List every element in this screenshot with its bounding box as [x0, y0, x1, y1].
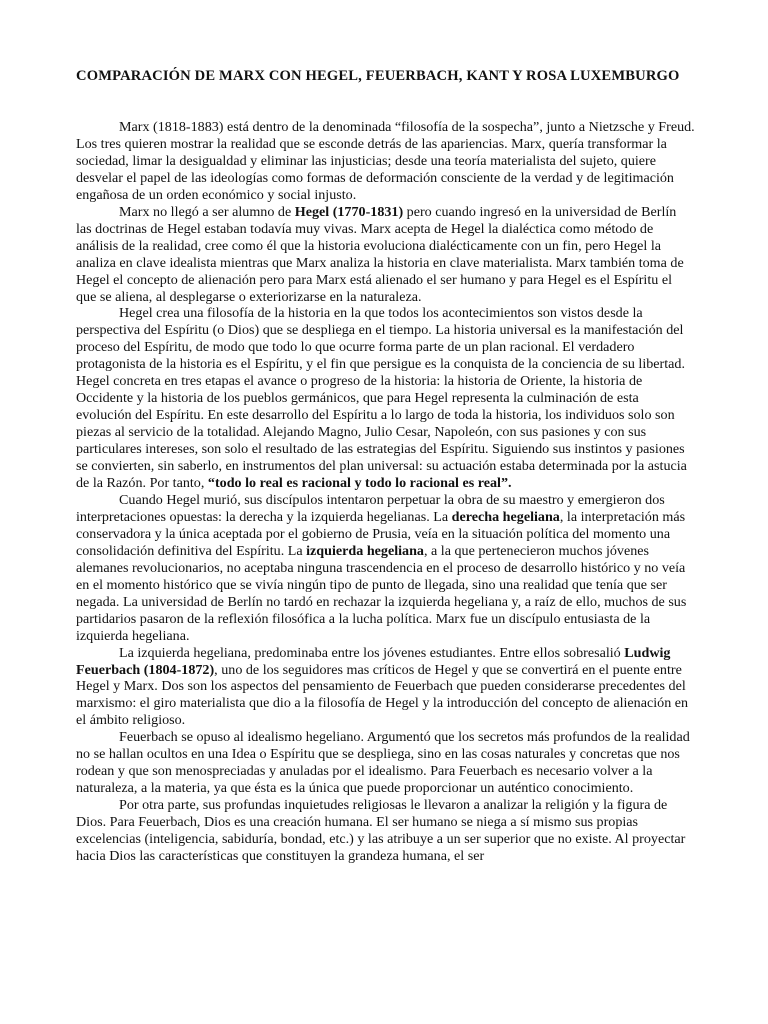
text-segment: Por otra parte, sus profundas inquietudes religiosas le llevaron a analizar la religión y la figura de Dios. Para Feuerbach, Dios es una creación humana. El ser humano se niega a sí mismo sus propias excelencias (inteligencia, sabiduría, bondad, etc.) y las atribuye a un ser superior que no existe. Al proyectar hacia Dios las características que constituyen la grandeza humana, el ser — [76, 797, 686, 864]
text-segment: , la interpretación más conservadora y la única aceptada por el gobierno de Prusia, veía en la situación política del momento una consolidación definitiva del Espíritu. La — [76, 508, 686, 559]
bold-text-segment: “todo lo real es racional y todo lo racional es real”. — [207, 475, 512, 492]
text-segment: Marx no llegó a ser alumno de — [119, 203, 295, 220]
document-body — [76, 119, 695, 865]
bold-text-segment: derecha hegeliana — [451, 508, 560, 525]
text-segment: , a la que pertenecieron muchos jóvenes alemanes revolucionarios, no aceptaba ninguna trascendencia en el proceso de desarrollo histórico y no veía en el momento histórico que se vivía ningún tipo de punto de llegada, sino una realidad que tenía que ser negada. La universidad de Berlín no tardó en rechazar la izquierda hegeliana y, a raíz de ello, muchos de sus partidarios pasaron de la reflexión filosófica a la lucha política. Marx fue un discípulo entusiasta de la izquierda hegeliana. — [76, 542, 687, 644]
text-segment: Marx (1818-1883) está dentro de la denominada “filosofía de la sospecha”, junto a Nietzsche y Freud. Los tres quieren mostrar la realidad que se esconde detrás de las apariencias. Marx, quería transformar la sociedad, limar la desigualdad y eliminar las injusticias; desde una teoría materialista del sujeto, quiere desvelar el papel de las ideologías como formas de deformación consciente de la verdad y de legitimación engañosa de un orden económico y social injusto. — [76, 119, 695, 203]
text-segment: Feuerbach se opuso al idealismo hegeliano. Argumentó que los secretos más profundos de la realidad no se hallan ocultos en una Idea o Espíritu que se despliega, sino en las cosas naturales y concretas que nos rodean y que son menospreciadas y anuladas por el idealismo. Para Feuerbach es necesario volver a la naturaleza, a la materia, ya que ésta es la única que puede proporcionar un auténtico conocimiento. — [76, 729, 690, 797]
paragraph — [76, 645, 695, 730]
paragraph — [76, 797, 695, 865]
paragraph — [76, 204, 695, 306]
paragraph — [76, 492, 695, 645]
text-segment: pero cuando ingresó en la universidad de Berlín las doctrinas de Hegel estaban todavía muy vivas. Marx acepta de Hegel la dialéctica como método de análisis de la realidad, cree como él que la historia evoluciona dialécticamente con un fin, pero Hegel la analiza en clave idealista mientras que Marx analiza la historia en clave materialista. Marx también toma de Hegel el concepto de alienación pero para Marx está alienado el ser humano y para Hegel es el Espíritu el que se aliena, al desplegarse o exteriorizarse en la naturaleza. — [76, 203, 684, 305]
bold-text-segment: izquierda hegeliana — [306, 542, 424, 559]
text-segment: , uno de los seguidores mas críticos de Hegel y que se convertirá en el puente entre Hegel y Marx. Dos son los aspectos del pensamiento de Feuerbach que pueden considerarse precedentes del marxismo: el giro materialista que dio a la filosofía de Hegel y la introducción del concepto de alienación en el ámbito religioso. — [76, 661, 689, 729]
text-segment: Cuando Hegel murió, sus discípulos intentaron perpetuar la obra de su maestro y emergieron dos interpretaciones opuestas: la derecha y la izquierda hegelianas. La — [76, 491, 665, 525]
bold-text-segment: Hegel (1770-1831) — [294, 203, 404, 220]
paragraph — [76, 729, 695, 797]
paragraph — [76, 305, 695, 491]
document-title: COMPARACIÓN DE MARX CON HEGEL, FEUERBACH, KANT Y ROSA LUXEMBURGO — [76, 68, 680, 84]
text-segment: La izquierda hegeliana, predominaba entre los jóvenes estudiantes. Entre ellos sobresalió — [119, 644, 625, 661]
paragraph — [76, 119, 695, 204]
bold-text-segment: Ludwig Feuerbach (1804-1872) — [76, 644, 671, 678]
text-segment: Hegel crea una filosofía de la historia en la que todos los acontecimientos son vistos desde la perspectiva del Espíritu (o Dios) que se despliega en el tiempo. La historia universal es la manifestación del proceso del Espíritu, de modo que todo lo que ocurre forma parte de un plan racional. El verdadero protagonista de la historia es el Espíritu, y el fin que persigue es la conquista de la conciencia de su libertad. Hegel concreta en tres etapas el avance o progreso de la historia: la historia de Oriente, la historia de Occidente y la historia de los pueblos germánicos, que para Hegel representa la culminación de esta evolución del Espíritu. En este desarrollo del Espíritu a lo largo de toda la historia, los individuos solo son piezas al servicio de la totalidad. Alejando Magno, Julio Cesar, Napoleón, con sus pasiones y con sus particulares intereses, son solo el resultado de las estrategias del Espíritu. Siguiendo sus instintos y pasiones se convierten, sin saberlo, en instrumentos del plan universal: su actuación estaba determinada por la astucia de la Razón. Por tanto, — [76, 305, 687, 492]
